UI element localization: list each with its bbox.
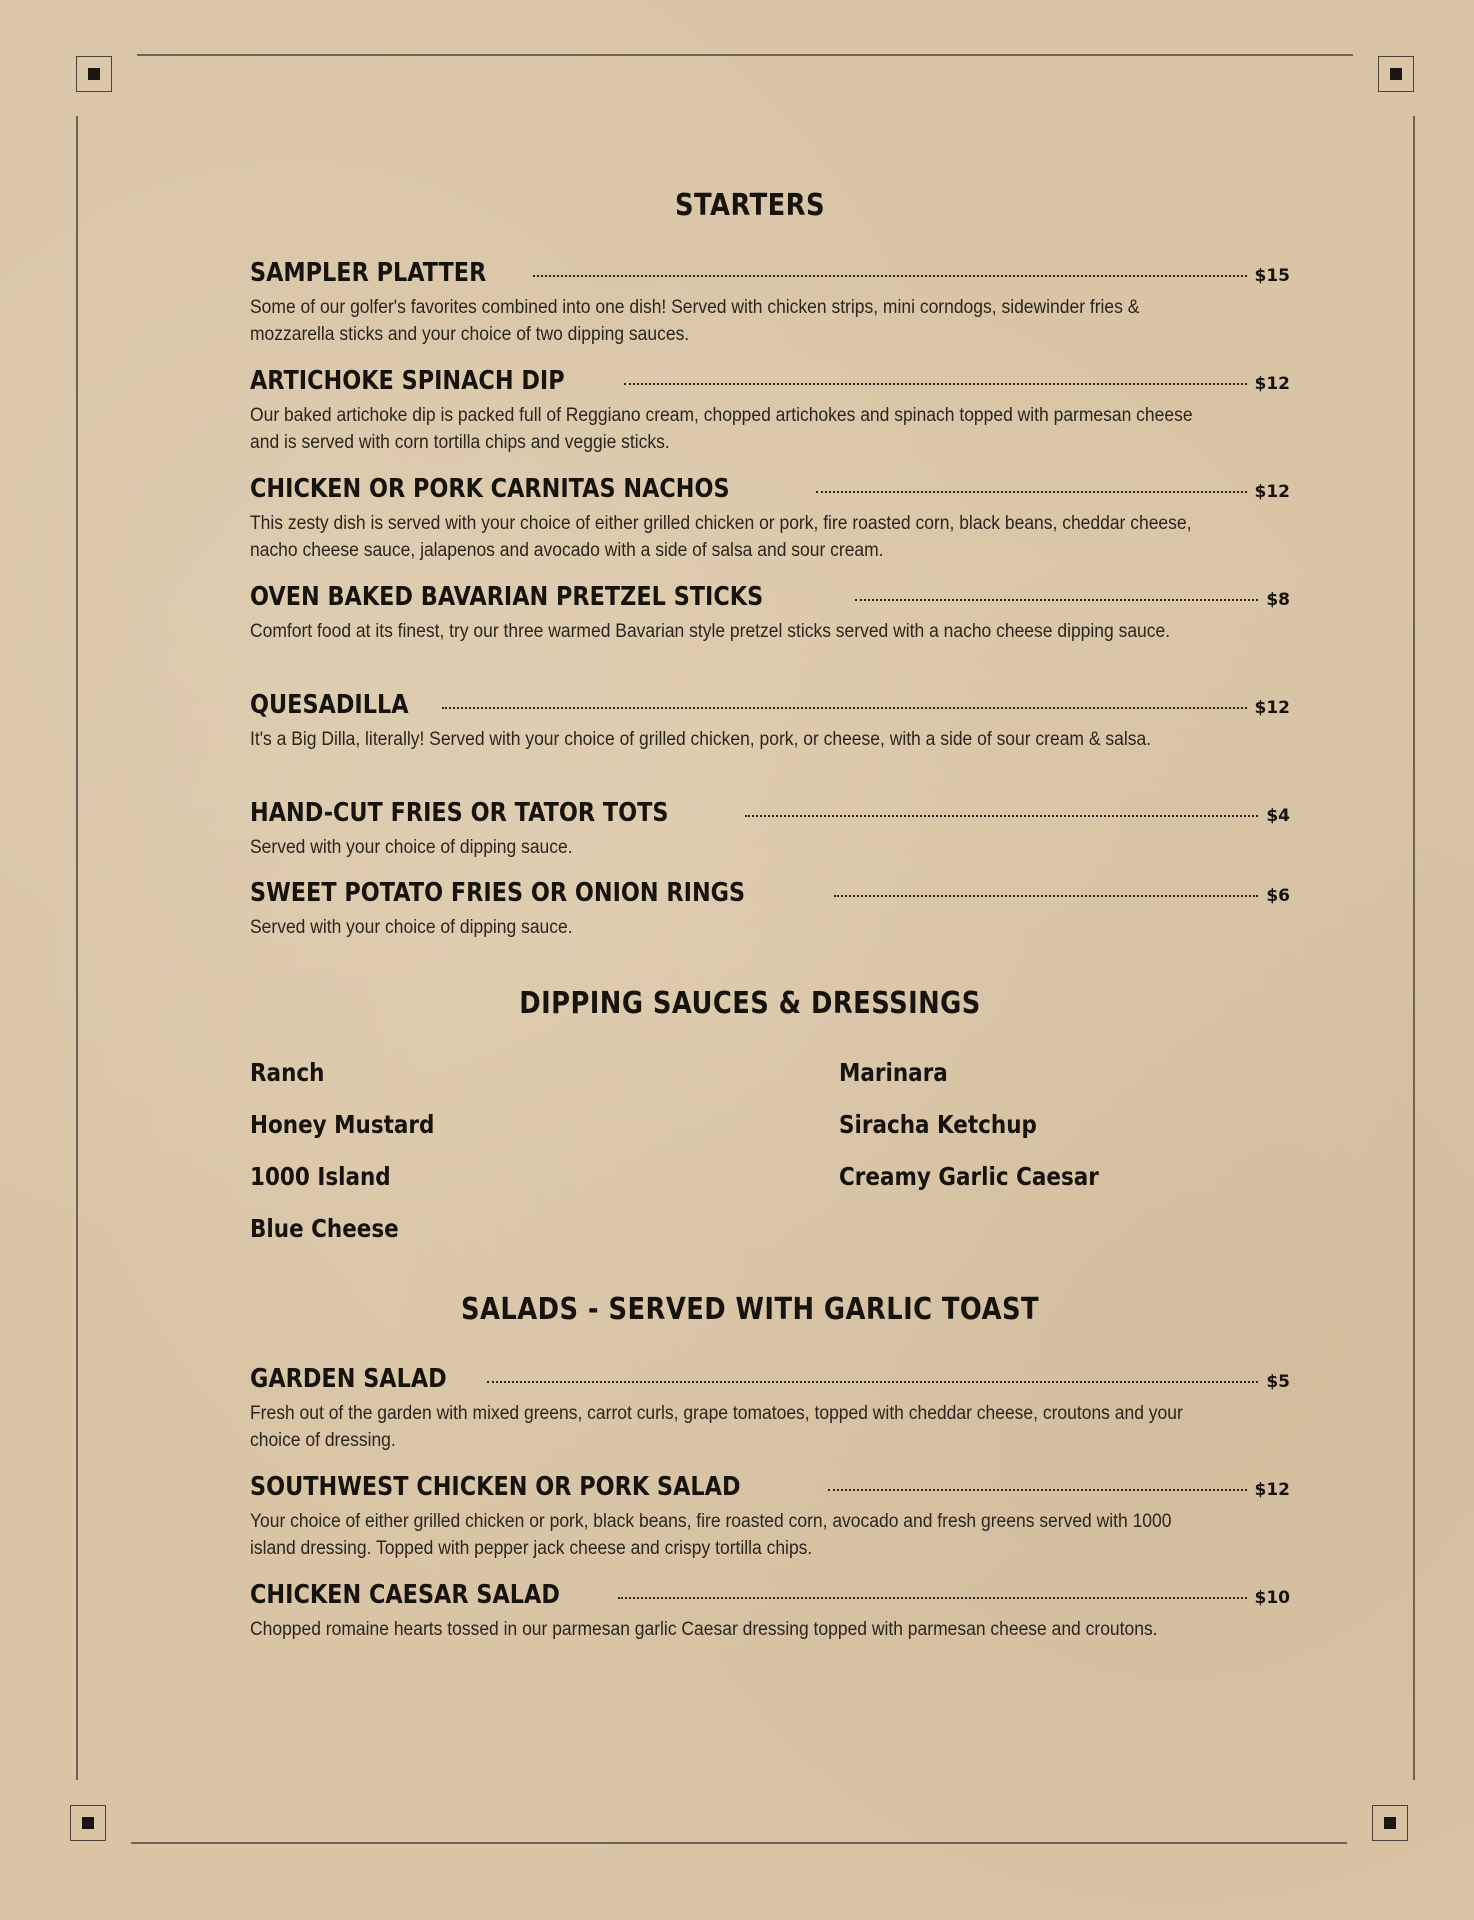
dot-leader (487, 1380, 1259, 1383)
menu-item (250, 1364, 1290, 1454)
menu-item (250, 474, 1290, 564)
item-name: QUESADILLA (250, 690, 409, 720)
sauce-item: Honey Mustard (250, 1110, 435, 1139)
item-name: HAND-CUT FRIES OR TATOR TOTS (250, 798, 669, 828)
item-description: Your choice of either grilled chicken or pork, black beans, fire roasted corn, avocado and fresh greens served with 1000 island dressing. Topped with pepper jack cheese and crispy tortilla chips. (250, 1511, 1172, 1559)
item-name: SWEET POTATO FRIES OR ONION RINGS (250, 878, 746, 908)
item-price: $15 (1254, 266, 1290, 286)
item-description: Chopped romaine hearts tossed in our parmesan garlic Caesar dressing topped with parmesan cheese and croutons. (250, 1619, 1158, 1640)
item-price: $5 (1266, 1372, 1290, 1392)
item-name: ARTICHOKE SPINACH DIP (250, 366, 565, 396)
item-price: $4 (1266, 806, 1290, 826)
item-description: Served with your choice of dipping sauce. (250, 917, 573, 938)
item-name: OVEN BAKED BAVARIAN PRETZEL STICKS (250, 582, 764, 612)
item-name: SOUTHWEST CHICKEN OR PORK SALAD (250, 1472, 741, 1502)
sauce-item: 1000 Island (250, 1162, 391, 1191)
item-price: $12 (1254, 374, 1290, 394)
sauce-item: Marinara (839, 1058, 948, 1087)
starters-title: STARTERS (675, 188, 825, 223)
menu-item (250, 258, 1290, 348)
item-price: $12 (1254, 698, 1290, 718)
item-description: Comfort food at its finest, try our three warmed Bavarian style pretzel sticks served with a nacho cheese dipping sauce. (250, 621, 1171, 642)
sauce-item: Blue Cheese (250, 1214, 399, 1243)
item-price: $12 (1254, 1480, 1290, 1500)
item-name: GARDEN SALAD (250, 1364, 447, 1394)
item-description: It's a Big Dilla, literally! Served with your choice of grilled chicken, pork, or cheese, with a side of sour cream & salsa. (250, 729, 1152, 750)
dot-leader (834, 894, 1259, 897)
dot-leader (442, 706, 1246, 709)
menu-item (250, 878, 1290, 941)
menu-item (250, 582, 1290, 645)
sauce-item: Siracha Ketchup (839, 1110, 1037, 1139)
item-name: SAMPLER PLATTER (250, 258, 487, 288)
dot-leader (828, 1488, 1246, 1491)
frame-top-line (137, 54, 1353, 56)
menu-item (250, 366, 1290, 456)
frame-bottom-line (131, 1842, 1347, 1844)
item-description: Our baked artichoke dip is packed full of Reggiano cream, chopped artichokes and spinach topped with parmesan cheese and is served with corn tortilla chips and veggie sticks. (250, 405, 1193, 453)
item-description: Some of our golfer's favorites combined into one dish! Served with chicken strips, mini corndogs, sidewinder fries & mozzarella sticks and your choice of two dipping sauces. (250, 297, 1140, 345)
dot-leader (816, 490, 1247, 493)
item-description: Served with your choice of dipping sauce. (250, 837, 573, 858)
dot-leader (618, 1596, 1246, 1599)
corner-ornament-top-left (76, 56, 112, 92)
corner-ornament-top-right (1378, 56, 1414, 92)
item-price: $10 (1254, 1588, 1290, 1608)
menu-item (250, 1472, 1290, 1562)
menu-item (250, 1580, 1290, 1643)
salads-title: SALADS - SERVED WITH GARLIC TOAST (460, 1292, 1040, 1327)
menu-item (250, 690, 1290, 753)
item-price: $12 (1254, 482, 1290, 502)
dot-leader (624, 382, 1247, 385)
corner-ornament-bottom-left (70, 1805, 106, 1841)
dot-leader (855, 598, 1259, 601)
sauce-item: Creamy Garlic Caesar (839, 1162, 1099, 1191)
item-name: CHICKEN CAESAR SALAD (250, 1580, 560, 1610)
item-price: $8 (1266, 590, 1290, 610)
sauce-item: Ranch (250, 1058, 325, 1087)
dot-leader (533, 274, 1247, 277)
corner-ornament-bottom-right (1372, 1805, 1408, 1841)
frame-left-line (76, 116, 78, 1780)
dot-leader (745, 814, 1259, 817)
item-description: This zesty dish is served with your choice of either grilled chicken or pork, fire roasted corn, black beans, cheddar cheese, nacho cheese sauce, jalapenos and avocado with a side of salsa and sour cream. (250, 513, 1192, 561)
item-name: CHICKEN OR PORK CARNITAS NACHOS (250, 474, 730, 504)
frame-right-line (1413, 116, 1415, 1780)
item-price: $6 (1266, 886, 1290, 906)
item-description: Fresh out of the garden with mixed greens, carrot curls, grape tomatoes, topped with cheddar cheese, croutons and your choice of dressing. (250, 1403, 1183, 1451)
sauces-title: DIPPING SAUCES & DRESSINGS (519, 986, 981, 1021)
menu-item (250, 798, 1290, 861)
